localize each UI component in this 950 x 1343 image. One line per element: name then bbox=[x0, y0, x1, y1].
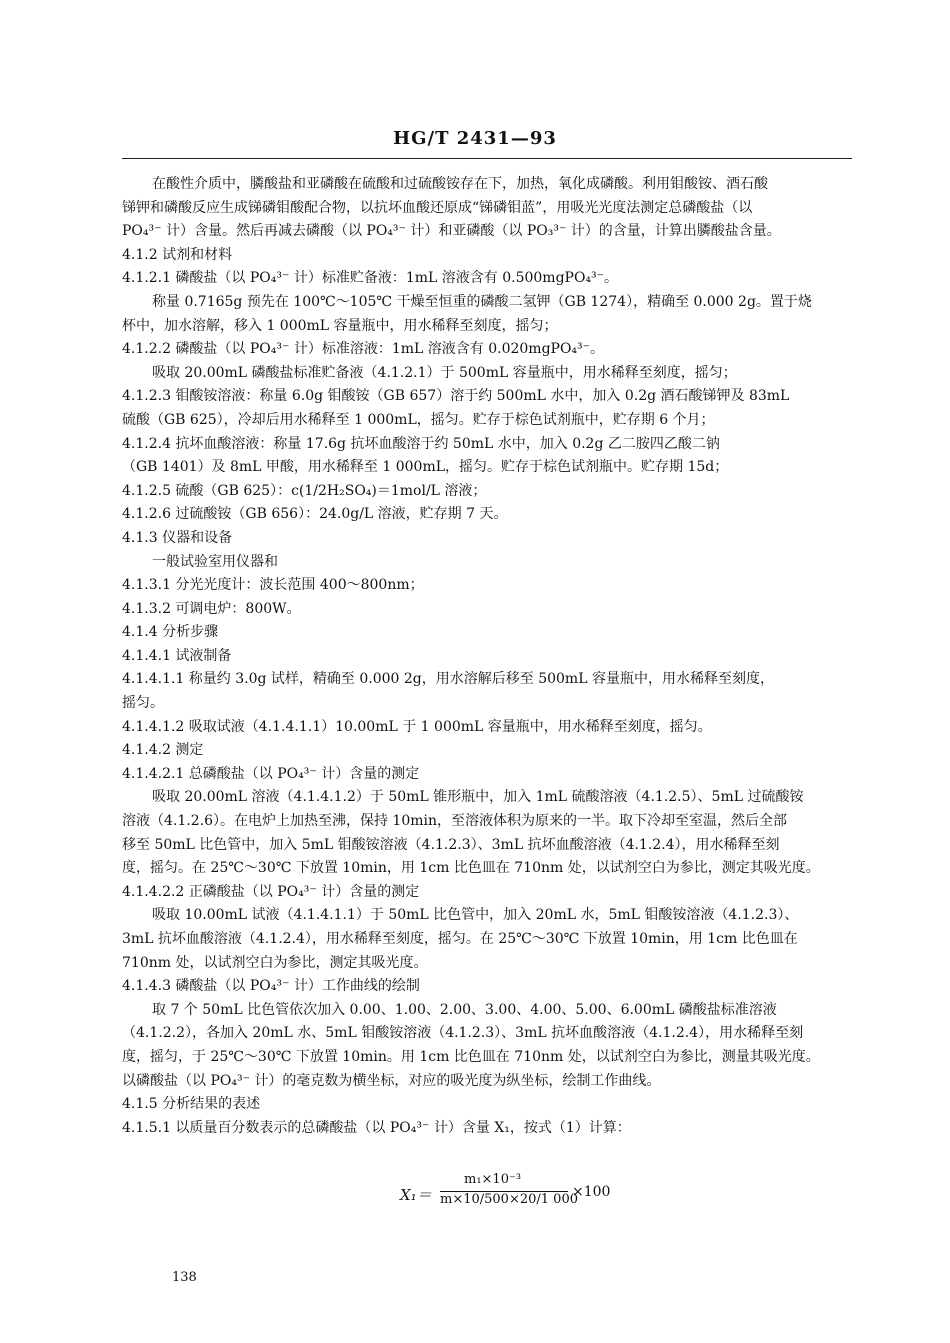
subsection-line: 4.1.2.3 钼酸铵溶液：称量 6.0g 钼酸铵（GB 657）溶于约 500mL 水中，加入 0.2g 酒石酸锑钾及 83mL bbox=[122, 388, 790, 405]
subsection-line: 4.1.3.2 可调电炉：800W。 bbox=[122, 600, 301, 617]
subsection-line: 4.1.4.1.2 吸取试液（4.1.4.1.1）10.00mL 于 1 000mL 容量瓶中，用水稀释至刻度，摇匀。 bbox=[122, 718, 712, 735]
paragraph-line: 以磷酸盐（以 PO₄³⁻ 计）的毫克数为横坐标，对应的吸光度为纵坐标，绘制工作曲线。 bbox=[122, 1072, 661, 1089]
paragraph-line: 摇匀。 bbox=[122, 695, 164, 712]
section-heading: 4.1.2 试剂和材料 bbox=[122, 246, 233, 263]
formula-denominator: m×10/500×20/1 000 bbox=[440, 1192, 578, 1207]
paragraph-line: 一般试验室用仪器和 bbox=[152, 553, 278, 570]
subsection-line: 4.1.2.1 磷酸盐（以 PO₄³⁻ 计）标准贮备液：1mL 溶液含有 0.500mgPO₄³⁻。 bbox=[122, 270, 619, 287]
paragraph-line: 度，摇匀。在 25℃～30℃ 下放置 10min，用 1cm 比色皿在 710nm 处，以试剂空白为参比，测定其吸光度。 bbox=[122, 860, 820, 877]
paragraph-line: 硫酸（GB 625），冷却后用水稀释至 1 000mL，摇匀。贮存于棕色试剂瓶中，贮存期 6 个月； bbox=[122, 411, 715, 428]
section-heading: 4.1.3 仪器和设备 bbox=[122, 529, 233, 546]
paragraph-line: 吸取 10.00mL 试液（4.1.4.1.1）于 50mL 比色管中，加入 20mL 水，5mL 钼酸铵溶液（4.1.2.3）、 bbox=[152, 907, 799, 924]
paragraph-line: 度，摇匀，于 25℃～30℃ 下放置 10min。用 1cm 比色皿在 710nm 处，以试剂空白为参比，测量其吸光度。 bbox=[122, 1048, 820, 1065]
subsection-line: 4.1.4.3 磷酸盐（以 PO₄³⁻ 计）工作曲线的绘制 bbox=[122, 978, 420, 995]
formula-multiplier: ×100 bbox=[572, 1184, 611, 1200]
section-heading: 4.1.4 分析步骤 bbox=[122, 624, 219, 641]
page-number: 138 bbox=[172, 1270, 197, 1285]
subsection-line: 4.1.3.1 分光光度计：波长范围 400～800nm； bbox=[122, 577, 424, 594]
paragraph-line: 710nm 处，以试剂空白为参比，测定其吸光度。 bbox=[122, 954, 428, 971]
formula-1 bbox=[400, 1170, 660, 1228]
paragraph-line: 吸取 20.00mL 磷酸盐标准贮备液（4.1.2.1）于 500mL 容量瓶中，用水稀释至刻度，摇匀； bbox=[152, 364, 737, 381]
paragraph-line: 移至 50mL 比色管中，加入 5mL 钼酸铵溶液（4.1.2.3）、3mL 抗坏血酸溶液（4.1.2.4），用水稀释至刻 bbox=[122, 836, 780, 853]
formula-lhs: X₁＝ bbox=[400, 1186, 432, 1204]
standard-code-header: HG/T 2431—93 bbox=[393, 128, 557, 149]
subsection-line: 4.1.5.1 以质量百分数表示的总磷酸盐（以 PO₄³⁻ 计）含量 X₁，按式（1）计算： bbox=[122, 1119, 631, 1136]
paragraph-line: 溶液（4.1.2.6）。在电炉上加热至沸，保持 10min，至溶液体积为原来的一半。取下冷却至室温，然后全部 bbox=[122, 813, 788, 830]
subsection-line: 4.1.4.2 测定 bbox=[122, 742, 204, 759]
document-body bbox=[122, 173, 852, 1140]
paragraph-line: 吸取 20.00mL 溶液（4.1.4.1.2）于 50mL 锥形瓶中，加入 1mL 硫酸溶液（4.1.2.5）、5mL 过硫酸铵 bbox=[152, 789, 804, 806]
subsection-line: 4.1.4.2.2 正磷酸盐（以 PO₄³⁻ 计）含量的测定 bbox=[122, 883, 420, 900]
subsection-line: 4.1.2.2 磷酸盐（以 PO₄³⁻ 计）标准溶液：1mL 溶液含有 0.020mgPO₄³⁻。 bbox=[122, 341, 605, 358]
paragraph-line: PO₄³⁻ 计）含量。然后再减去磷酸（以 PO₄³⁻ 计）和亚磷酸（以 PO₃³⁻ 计）的含量，计算出膦酸盐含量。 bbox=[122, 223, 781, 240]
header-rule bbox=[122, 158, 852, 159]
subsection-line: 4.1.4.1.1 称量约 3.0g 试样，精确至 0.000 2g，用水溶解后移至 500mL 容量瓶中，用水稀释至刻度， bbox=[122, 671, 774, 688]
subsection-line: 4.1.4.2.1 总磷酸盐（以 PO₄³⁻ 计）含量的测定 bbox=[122, 765, 420, 782]
subsection-line: 4.1.2.4 抗坏血酸溶液：称量 17.6g 抗坏血酸溶于约 50mL 水中，加入 0.2g 乙二胺四乙酸二钠 bbox=[122, 435, 720, 452]
paragraph-line: 杯中，加水溶解，移入 1 000mL 容量瓶中，用水稀释至刻度，摇匀； bbox=[122, 317, 558, 334]
paragraph-line: 锑钾和磷酸反应生成锑磷钼酸配合物，以抗坏血酸还原成“锑磷钼蓝”，用吸光光度法测定总磷酸盐（以 bbox=[122, 199, 753, 216]
section-heading: 4.1.5 分析结果的表述 bbox=[122, 1096, 261, 1113]
subsection-line: 4.1.2.5 硫酸（GB 625）：c(1/2H₂SO₄)＝1mol/L 溶液； bbox=[122, 482, 487, 499]
paragraph-line: （GB 1401）及 8mL 甲酸，用水稀释至 1 000mL，摇匀。贮存于棕色试剂瓶中。贮存期 15d； bbox=[122, 459, 729, 476]
paragraph-line: 3mL 抗坏血酸溶液（4.1.2.4），用水稀释至刻度，摇匀。在 25℃～30℃ 下放置 10min，用 1cm 比色皿在 bbox=[122, 931, 798, 947]
subsection-line: 4.1.4.1 试液制备 bbox=[122, 647, 232, 664]
paragraph-line: （4.1.2.2），各加入 20mL 水、5mL 钼酸铵溶液（4.1.2.3）、3mL 抗坏血酸溶液（4.1.2.4），用水稀释至刻 bbox=[122, 1025, 804, 1042]
paragraph-line: 在酸性介质中，膦酸盐和亚磷酸在硫酸和过硫酸铵存在下，加热，氧化成磷酸。利用钼酸铵、酒石酸 bbox=[152, 176, 768, 192]
subsection-line: 4.1.2.6 过硫酸铵（GB 656）：24.0g/L 溶液，贮存期 7 天。 bbox=[122, 506, 508, 523]
formula-numerator: m₁×10⁻³ bbox=[464, 1172, 522, 1187]
paragraph-line: 取 7 个 50mL 比色管依次加入 0.00、1.00、2.00、3.00、4.00、5.00、6.00mL 磷酸盐标准溶液 bbox=[152, 1001, 777, 1018]
paragraph-line: 称量 0.7165g 预先在 100℃～105℃ 干燥至恒重的磷酸二氢钾（GB 1274），精确至 0.000 2g。置于烧 bbox=[152, 293, 812, 310]
